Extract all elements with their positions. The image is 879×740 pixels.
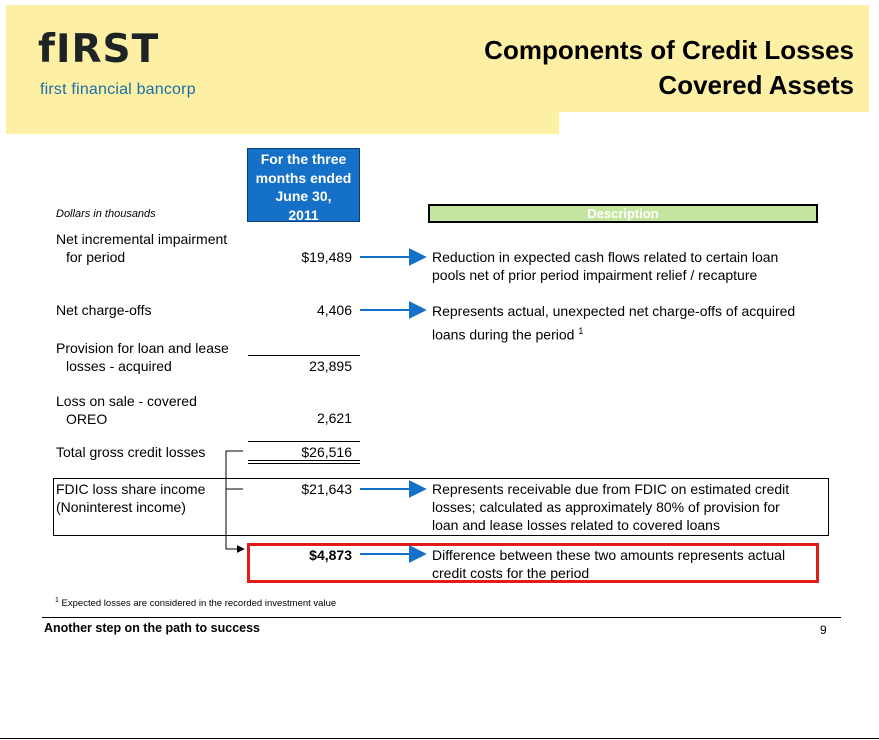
row-label-line: (Noninterest income) [56,499,186,515]
row-label-line: for period [66,249,126,265]
description-header: Description [428,204,818,223]
company-logo: fIRST [38,27,160,72]
company-name: first financial bancorp [40,81,196,98]
description-line: Reduction in expected cash flows related to certain loan [432,249,779,265]
row-label-line: FDIC loss share income [56,481,206,497]
footer-rule [42,617,841,618]
description-line: loans during the period [432,326,575,343]
row-label-line: Net incremental impairment [56,231,228,247]
row-label-line: losses - acquired [66,358,172,374]
description-line: Represents receivable due from FDIC on estimated credit [432,481,790,497]
amount-impairment: $19,489 [301,249,352,265]
row-label-total: Total gross credit losses [56,444,206,460]
title-line-2: Covered Assets [658,70,854,100]
amount-charge-offs: 4,406 [316,302,352,318]
amount-loss-on-sale: 2,621 [316,410,352,426]
amount-net-credit-cost: $4,873 [309,547,352,563]
row-label-line: OREO [66,411,108,427]
title-line-1: Components of Credit Losses [484,35,854,65]
row-label-charge-offs: Net charge-offs [56,302,152,318]
description-line: credit costs for the period [432,565,590,581]
bottom-border [0,738,879,739]
row-label-line: Provision for loan and lease [56,340,229,356]
amount-total: $26,516 [301,444,352,460]
footnote-marker: 1 [55,597,59,604]
column-header-line: 2011 [288,206,319,223]
column-header-line: June 30, [275,188,332,204]
column-header-line: months ended [255,169,352,186]
column-header-line: For the three [260,151,347,167]
description-line: pools net of prior period impairment relief / recapture [432,267,758,283]
description-line: Represents actual, unexpected net charge-offs of acquired [432,303,796,319]
footnote [55,597,336,609]
amount-provision: 23,895 [309,358,352,374]
footnote-ref: 1 [578,326,584,336]
footer-tagline: Another step on the path to success [44,621,261,635]
description-line: loan and lease losses related to covered loans [432,517,720,533]
description-line: losses; calculated as approximately 80% of provision for [432,499,780,515]
row-label-line: Loss on sale - covered [56,393,197,409]
footnote-text: Expected losses are considered in the recorded investment value [61,598,337,610]
connector-bracket [226,451,244,549]
description-line: Difference between these two amounts represents actual [432,547,786,563]
amount-fdic: $21,643 [301,481,352,497]
units-label: Dollars in thousands [56,208,156,220]
page-number: 9 [820,623,827,637]
